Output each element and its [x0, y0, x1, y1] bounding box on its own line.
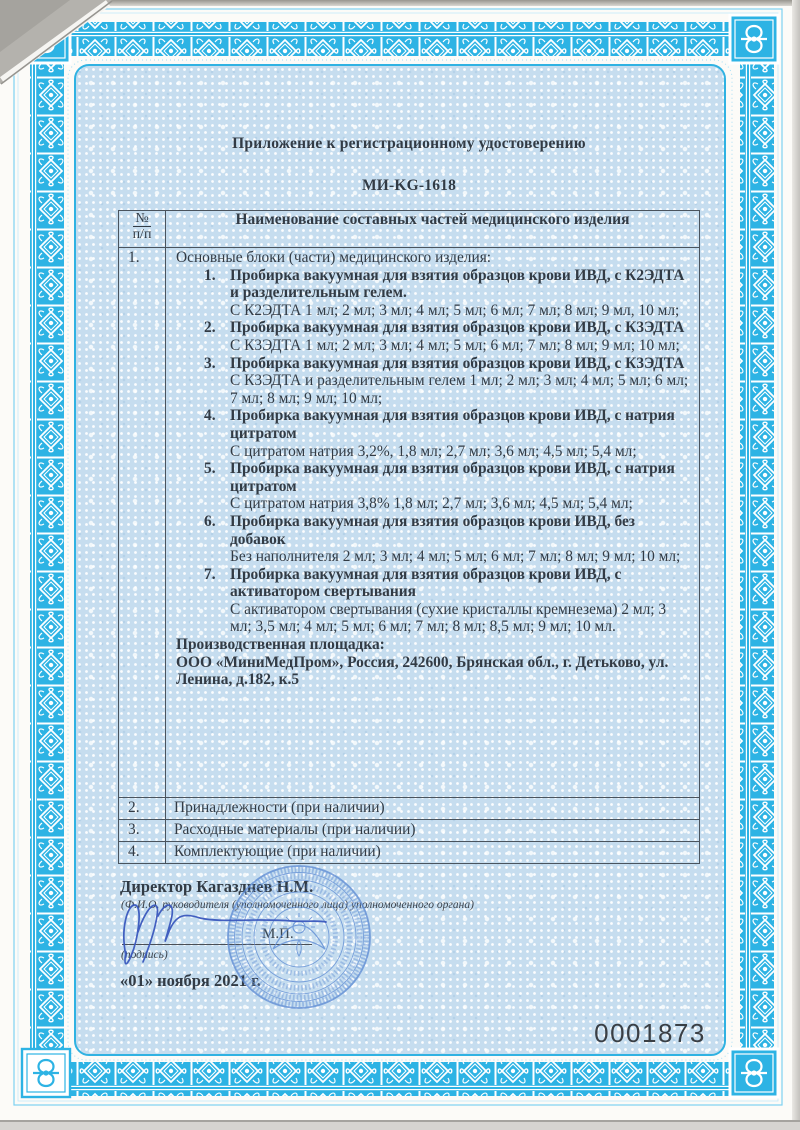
list-item: [204, 267, 689, 320]
item-spec: С К3ЭДТА и разделительным гелем 1 мл; 2 мл; 3 мл; 4 мл; 5 мл; 6 мл; 7 мл; 8 мл; 9 мл; 10 мл;: [230, 372, 689, 407]
table-row: [119, 820, 700, 842]
header-cell-name: Наименование составных частей медицинского изделия: [166, 211, 700, 248]
production-site-label: Производственная площадка:: [176, 636, 385, 654]
components-table: [118, 210, 700, 864]
item-number: 3.: [204, 354, 216, 372]
list-item: [204, 513, 689, 566]
item-title: Пробирка вакуумная для взятия образцов крови ИВД, с К3ЭДТА: [230, 354, 685, 372]
table-row: [119, 248, 700, 798]
row-number: 2.: [119, 798, 166, 820]
list-item: [204, 566, 689, 636]
item-title: Пробирка вакуумная для взятия образцов крови ИВД, с К3ЭДТА: [230, 319, 685, 337]
header-no-symbol: №: [135, 211, 149, 226]
certificate-number: МИ-KG-1618: [361, 177, 457, 194]
list-item: [204, 460, 689, 513]
table-row: [119, 798, 700, 820]
item-title: Пробирка вакуумная для взятия образцов крови ИВД, без добавок: [230, 512, 635, 548]
row-number: 3.: [119, 820, 166, 842]
handwritten-signature: [114, 894, 344, 978]
table-header-row: [119, 211, 700, 248]
row-number: 4.: [119, 842, 166, 864]
row-text: Расходные материалы (при наличии): [166, 820, 700, 842]
item-spec: Без наполнителя 2 мл; 3 мл; 4 мл; 5 мл; 6 мл; 7 мл; 8 мл; 9 мл; 10 мл;: [230, 548, 681, 566]
serial-number: 0001873: [594, 1018, 706, 1048]
signature-note: (подпись): [121, 949, 168, 961]
component-list: [204, 267, 689, 636]
item-title: Пробирка вакуумная для взятия образцов крови ИВД, с натрия цитратом: [230, 460, 675, 495]
table-row: [119, 842, 700, 864]
item-spec: С активатором свертывания (сухие кристаллы кремнезема) 2 мл; 3 мл; 3,5 мл; 4 мл; 5 мл; 6 мл; 7 мл; 8 мл; 8,5 мл; 9 мл; 10 мл.: [230, 600, 667, 636]
row1-content: [166, 248, 700, 798]
header-pp-label: п/п: [132, 227, 152, 242]
header-cell-number: [119, 211, 166, 248]
list-item: [204, 407, 689, 460]
item-spec: С цитратом натрия 3,2%, 1,8 мл; 2,7 мл; 3,6 мл; 4,5 мл; 5,4 мл;: [230, 442, 637, 460]
list-item: [204, 319, 689, 354]
item-number: 5.: [204, 460, 216, 478]
list-item: [204, 355, 689, 408]
item-spec: С К3ЭДТА 1 мл; 2 мл; 3 мл; 4 мл; 5 мл; 6 мл; 7 мл; 8 мл; 9 мл; 10 мл;: [230, 336, 680, 354]
item-number: 4.: [204, 407, 216, 425]
item-spec: С К2ЭДТА 1 мл; 2 мл; 3 мл; 4 мл; 5 мл; 6 мл; 7 мл; 8 мл; 9 мл, 10 мл;: [230, 301, 680, 319]
item-number: 2.: [204, 319, 216, 337]
row-text: Комплектующие (при наличии): [166, 842, 700, 864]
director-name: Директор Кагазднев Н.М.: [120, 877, 314, 896]
page-title: Приложение к регистрационному удостоверению: [232, 135, 586, 152]
fio-note: (Ф.И.О. руководителя (уполномоченного лица) уполномоченного органа): [121, 899, 474, 911]
item-title: Пробирка вакуумная для взятия образцов крови ИВД, с натрия цитратом: [230, 407, 675, 442]
folded-corner: [0, 0, 130, 100]
row1-number: 1.: [119, 248, 166, 798]
item-number: 1.: [204, 266, 216, 284]
document-date: «01» ноября 2021 г.: [120, 971, 261, 990]
item-number: 7.: [204, 565, 216, 583]
production-site-value: ООО «МиниМедПром», Россия, 242600, Брянская обл., г. Детьково, ул. Ленина, д.182, к.5: [176, 653, 669, 689]
stamp-place-label: М.П.: [262, 926, 294, 942]
scan-edge-bottom: [0, 1120, 800, 1130]
item-title: Пробирка вакуумная для взятия образцов крови ИВД, с активатором свертывания: [230, 565, 622, 601]
item-spec: С цитратом натрия 3,8% 1,8 мл; 2,7 мл; 3,6 мл; 4,5 мл; 5,4 мл;: [230, 495, 633, 513]
row-text: Принадлежности (при наличии): [166, 798, 700, 820]
row1-intro: Основные блоки (части) медицинского изделия:: [176, 249, 492, 266]
scan-edge-right: [792, 0, 800, 1130]
item-number: 6.: [204, 512, 216, 530]
item-title: Пробирка вакуумная для взятия образцов крови ИВД, с К2ЭДТА и разделительным гелем.: [230, 266, 685, 302]
